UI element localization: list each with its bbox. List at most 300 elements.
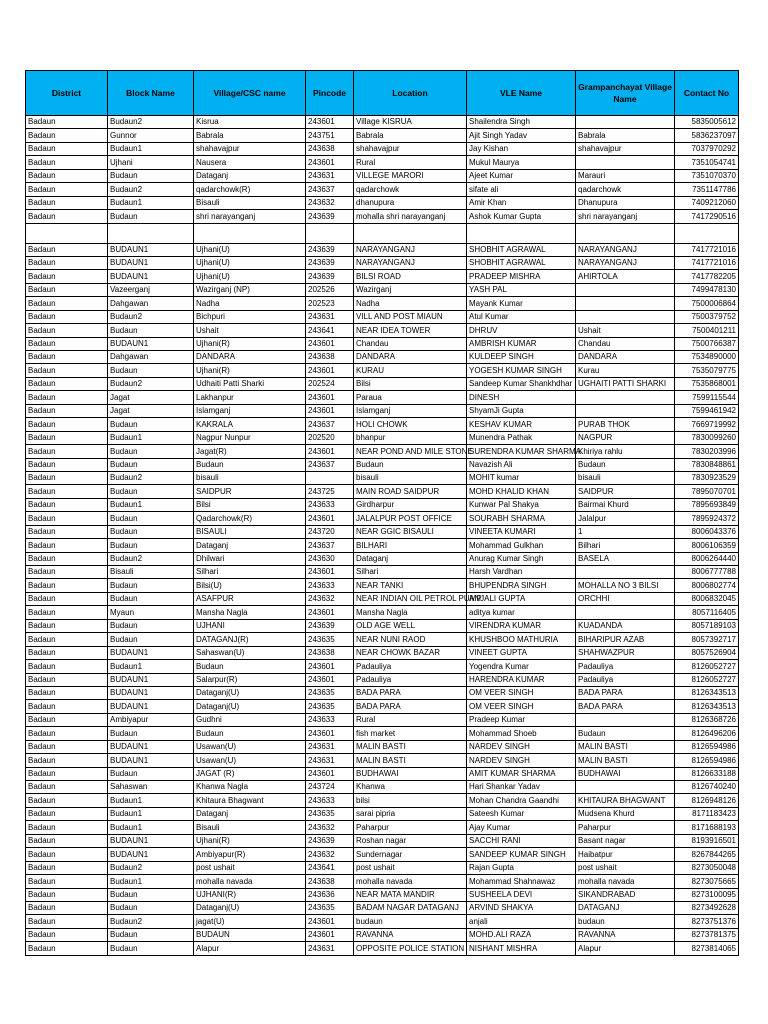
cell-vle-name[interactable]: Pradeep Kumar <box>467 713 576 726</box>
cell-contact-no[interactable]: 8171183423 <box>675 807 739 820</box>
cell-block-name[interactable]: Budaun <box>108 633 194 646</box>
cell-grampanchayat[interactable]: Alapur <box>576 942 675 955</box>
cell-contact-no[interactable]: 7500379752 <box>675 310 739 323</box>
cell-village[interactable]: Wazirganj (NP) <box>194 283 306 296</box>
cell-village[interactable]: Dataganj(U) <box>194 686 306 699</box>
cell-contact-no[interactable]: 7417721016 <box>675 243 739 256</box>
cell-pincode[interactable]: 243751 <box>306 129 354 142</box>
cell-vle-name[interactable] <box>467 223 576 243</box>
cell-pincode[interactable]: 243632 <box>306 592 354 605</box>
cell-village[interactable]: Gudhni <box>194 713 306 726</box>
cell-village[interactable]: Dataganj <box>194 539 306 552</box>
cell-contact-no[interactable]: 7500766387 <box>675 337 739 350</box>
cell-contact-no[interactable]: 8006106359 <box>675 539 739 552</box>
cell-village[interactable]: Sahaswan(U) <box>194 646 306 659</box>
cell-block-name[interactable]: Budaun1 <box>108 807 194 820</box>
cell-contact-no[interactable]: 8006832045 <box>675 592 739 605</box>
cell-grampanchayat[interactable] <box>576 713 675 726</box>
cell-vle-name[interactable]: Mukul Maurya <box>467 156 576 169</box>
cell-vle-name[interactable]: ShyamJi Gupta <box>467 404 576 417</box>
cell-block-name[interactable]: Budaun <box>108 512 194 525</box>
cell-location[interactable]: Village KISRUA <box>354 116 467 129</box>
cell-village[interactable]: UJHANI <box>194 619 306 632</box>
cell-block-name[interactable]: Dahgawan <box>108 297 194 310</box>
cell-contact-no[interactable]: 7417290516 <box>675 210 739 223</box>
cell-district[interactable]: Badaun <box>26 310 108 323</box>
cell-location[interactable]: Padauliya <box>354 673 467 686</box>
cell-grampanchayat[interactable]: PURAB THOK <box>576 418 675 431</box>
cell-village[interactable]: Lakhanpur <box>194 391 306 404</box>
cell-grampanchayat[interactable]: Khiriya rahlu <box>576 445 675 458</box>
cell-vle-name[interactable]: Anurag Kumar Singh <box>467 552 576 565</box>
cell-grampanchayat[interactable]: NAGPUR <box>576 431 675 444</box>
cell-contact-no[interactable]: 8267844265 <box>675 848 739 861</box>
cell-block-name[interactable]: Budaun <box>108 324 194 337</box>
cell-location[interactable]: MALIN BASTI <box>354 754 467 767</box>
cell-pincode[interactable]: 243638 <box>306 142 354 155</box>
cell-contact-no[interactable]: 7599115544 <box>675 391 739 404</box>
cell-vle-name[interactable]: Mohan Chandra Gaandhi <box>467 794 576 807</box>
cell-district[interactable]: Badaun <box>26 525 108 538</box>
cell-block-name[interactable]: Budaun2 <box>108 861 194 874</box>
cell-location[interactable]: Padauliya <box>354 660 467 673</box>
cell-grampanchayat[interactable] <box>576 283 675 296</box>
cell-grampanchayat[interactable]: BIHARIPUR AZAB <box>576 633 675 646</box>
cell-district[interactable]: Badaun <box>26 364 108 377</box>
cell-grampanchayat[interactable] <box>576 116 675 129</box>
cell-location[interactable] <box>354 223 467 243</box>
cell-district[interactable]: Badaun <box>26 183 108 196</box>
cell-block-name[interactable]: Budaun2 <box>108 116 194 129</box>
cell-vle-name[interactable]: Harsh Vardhan <box>467 566 576 579</box>
cell-village[interactable]: Alapur <box>194 942 306 955</box>
cell-pincode[interactable]: 243639 <box>306 243 354 256</box>
cell-block-name[interactable]: Gunnor <box>108 129 194 142</box>
cell-grampanchayat[interactable]: UGHAITI PATTI SHARKI <box>576 377 675 390</box>
cell-block-name[interactable]: Bisauli <box>108 566 194 579</box>
cell-pincode[interactable]: 243637 <box>306 183 354 196</box>
cell-pincode[interactable]: 202524 <box>306 377 354 390</box>
cell-district[interactable]: Badaun <box>26 243 108 256</box>
cell-vle-name[interactable]: Hari Shankar Yadav <box>467 781 576 794</box>
cell-vle-name[interactable]: SHOBHIT AGRAWAL <box>467 243 576 256</box>
cell-vle-name[interactable]: KULDEEP SINGH <box>467 351 576 364</box>
cell-pincode[interactable]: 202520 <box>306 431 354 444</box>
cell-district[interactable]: Badaun <box>26 431 108 444</box>
cell-contact-no[interactable]: 8126368726 <box>675 713 739 726</box>
cell-block-name[interactable]: Budaun <box>108 525 194 538</box>
cell-district[interactable]: Badaun <box>26 619 108 632</box>
cell-district[interactable]: Badaun <box>26 754 108 767</box>
cell-block-name[interactable]: BUDAUN1 <box>108 848 194 861</box>
cell-pincode[interactable]: 243639 <box>306 270 354 283</box>
cell-grampanchayat[interactable] <box>576 781 675 794</box>
cell-location[interactable]: bilsi <box>354 794 467 807</box>
cell-vle-name[interactable]: KHUSHBOO MATHURIA <box>467 633 576 646</box>
cell-pincode[interactable]: 243638 <box>306 875 354 888</box>
cell-vle-name[interactable]: NARDEV SINGH <box>467 754 576 767</box>
cell-block-name[interactable]: BUDAUN1 <box>108 834 194 847</box>
cell-grampanchayat[interactable]: shri narayanganj <box>576 210 675 223</box>
cell-block-name[interactable]: BUDAUN1 <box>108 337 194 350</box>
cell-vle-name[interactable]: VINEETA KUMARI <box>467 525 576 538</box>
cell-location[interactable]: NEAR MATA MANDIR <box>354 888 467 901</box>
cell-grampanchayat[interactable]: bisauli <box>576 471 675 484</box>
cell-vle-name[interactable]: ARVIND SHAKYA <box>467 901 576 914</box>
cell-contact-no[interactable]: 5835005612 <box>675 116 739 129</box>
cell-district[interactable]: Badaun <box>26 391 108 404</box>
cell-grampanchayat[interactable]: BASELA <box>576 552 675 565</box>
cell-contact-no[interactable]: 8171688193 <box>675 821 739 834</box>
cell-village[interactable]: Udhaiti Patti Sharki <box>194 377 306 390</box>
cell-grampanchayat[interactable]: qadarchowk <box>576 183 675 196</box>
cell-contact-no[interactable]: 8126052727 <box>675 660 739 673</box>
cell-vle-name[interactable]: VIRENDRA KUMAR <box>467 619 576 632</box>
cell-village[interactable]: Bilsi <box>194 498 306 511</box>
cell-grampanchayat[interactable] <box>576 156 675 169</box>
cell-contact-no[interactable]: 7351070370 <box>675 169 739 182</box>
cell-district[interactable]: Badaun <box>26 928 108 941</box>
cell-block-name[interactable]: Budaun <box>108 458 194 471</box>
cell-village[interactable]: Kisrua <box>194 116 306 129</box>
cell-village[interactable]: Ushait <box>194 324 306 337</box>
cell-contact-no[interactable]: 8126343513 <box>675 700 739 713</box>
cell-grampanchayat[interactable] <box>576 566 675 579</box>
cell-block-name[interactable]: Budaun <box>108 767 194 780</box>
cell-pincode[interactable]: 243636 <box>306 888 354 901</box>
cell-contact-no[interactable]: 8273075665 <box>675 875 739 888</box>
cell-contact-no[interactable]: 8057526904 <box>675 646 739 659</box>
cell-location[interactable]: MALIN BASTI <box>354 740 467 753</box>
cell-district[interactable]: Badaun <box>26 592 108 605</box>
cell-pincode[interactable]: 243725 <box>306 485 354 498</box>
cell-block-name[interactable]: Budaun1 <box>108 821 194 834</box>
cell-district[interactable]: Badaun <box>26 875 108 888</box>
cell-contact-no[interactable]: 7830923529 <box>675 471 739 484</box>
cell-village[interactable]: Khanwa Nagla <box>194 781 306 794</box>
cell-contact-no[interactable]: 7830203996 <box>675 445 739 458</box>
cell-district[interactable]: Badaun <box>26 552 108 565</box>
cell-location[interactable]: bhanpur <box>354 431 467 444</box>
cell-vle-name[interactable]: PRADEEP MISHRA <box>467 270 576 283</box>
cell-pincode[interactable]: 243635 <box>306 901 354 914</box>
cell-location[interactable]: Babrala <box>354 129 467 142</box>
cell-contact-no[interactable]: 8006777788 <box>675 566 739 579</box>
cell-vle-name[interactable]: SANDEEP KUMAR SINGH <box>467 848 576 861</box>
cell-district[interactable]: Badaun <box>26 324 108 337</box>
cell-contact-no[interactable]: 7830848861 <box>675 458 739 471</box>
cell-vle-name[interactable]: anjali <box>467 915 576 928</box>
cell-district[interactable]: Badaun <box>26 351 108 364</box>
cell-contact-no[interactable]: 7500401211 <box>675 324 739 337</box>
cell-pincode[interactable]: 202526 <box>306 283 354 296</box>
cell-pincode[interactable]: 243631 <box>306 942 354 955</box>
cell-contact-no[interactable]: 7895070701 <box>675 485 739 498</box>
cell-contact-no[interactable]: 8273781375 <box>675 928 739 941</box>
cell-pincode[interactable]: 243641 <box>306 861 354 874</box>
cell-pincode[interactable]: 243601 <box>306 767 354 780</box>
cell-vle-name[interactable]: aditya kumar <box>467 606 576 619</box>
cell-location[interactable]: Mansha Nagla <box>354 606 467 619</box>
cell-district[interactable]: Badaun <box>26 606 108 619</box>
cell-village[interactable]: JAGAT (R) <box>194 767 306 780</box>
cell-location[interactable]: BADA PARA <box>354 700 467 713</box>
cell-vle-name[interactable]: Shailendra Singh <box>467 116 576 129</box>
cell-grampanchayat[interactable]: BADA PARA <box>576 686 675 699</box>
cell-block-name[interactable]: Budaun1 <box>108 498 194 511</box>
cell-pincode[interactable]: 243630 <box>306 552 354 565</box>
cell-contact-no[interactable]: 8273814065 <box>675 942 739 955</box>
cell-grampanchayat[interactable] <box>576 606 675 619</box>
cell-village[interactable]: Ujhani(U) <box>194 243 306 256</box>
cell-location[interactable]: NEAR CHOWK BAZAR <box>354 646 467 659</box>
cell-contact-no[interactable] <box>675 223 739 243</box>
cell-village[interactable]: Khitaura Bhagwant <box>194 794 306 807</box>
cell-district[interactable]: Badaun <box>26 740 108 753</box>
cell-block-name[interactable]: Jagat <box>108 391 194 404</box>
cell-pincode[interactable]: 243601 <box>306 156 354 169</box>
cell-contact-no[interactable]: 8057392717 <box>675 633 739 646</box>
cell-location[interactable]: BADA PARA <box>354 686 467 699</box>
cell-vle-name[interactable]: Ajeet Kumar <box>467 169 576 182</box>
cell-vle-name[interactable]: OM VEER SINGH <box>467 686 576 699</box>
cell-vle-name[interactable]: Mohammad Shoeb <box>467 727 576 740</box>
cell-block-name[interactable]: Budaun <box>108 727 194 740</box>
cell-vle-name[interactable]: Ashok Kumar Gupta <box>467 210 576 223</box>
cell-location[interactable]: Chandau <box>354 337 467 350</box>
cell-grampanchayat[interactable]: AHIRTOLA <box>576 270 675 283</box>
cell-block-name[interactable]: BUDAUN1 <box>108 740 194 753</box>
cell-grampanchayat[interactable] <box>576 223 675 243</box>
cell-block-name[interactable]: Budaun <box>108 445 194 458</box>
cell-location[interactable]: fish market <box>354 727 467 740</box>
cell-block-name[interactable]: Myaun <box>108 606 194 619</box>
cell-vle-name[interactable]: Atul Kumar <box>467 310 576 323</box>
cell-grampanchayat[interactable]: DANDARA <box>576 351 675 364</box>
cell-vle-name[interactable]: Munendra Pathak <box>467 431 576 444</box>
cell-contact-no[interactable]: 8126496206 <box>675 727 739 740</box>
cell-pincode[interactable]: 243639 <box>306 619 354 632</box>
cell-location[interactable]: qadarchowk <box>354 183 467 196</box>
cell-location[interactable]: Budaun <box>354 458 467 471</box>
cell-location[interactable]: Sundernagar <box>354 848 467 861</box>
cell-grampanchayat[interactable]: KHITAURA BHAGWANT <box>576 794 675 807</box>
cell-village[interactable]: Bilsi(U) <box>194 579 306 592</box>
cell-pincode[interactable]: 243632 <box>306 821 354 834</box>
cell-location[interactable]: Dataganj <box>354 552 467 565</box>
cell-village[interactable]: SAIDPUR <box>194 485 306 498</box>
cell-grampanchayat[interactable]: KUADANDA <box>576 619 675 632</box>
cell-district[interactable]: Badaun <box>26 888 108 901</box>
cell-location[interactable]: JALALPUR POST OFFICE <box>354 512 467 525</box>
cell-village[interactable]: qadarchowk(R) <box>194 183 306 196</box>
cell-block-name[interactable]: BUDAUN1 <box>108 686 194 699</box>
cell-pincode[interactable]: 243633 <box>306 794 354 807</box>
cell-vle-name[interactable]: MOHD.ALI RAZA <box>467 928 576 941</box>
cell-pincode[interactable]: 243639 <box>306 256 354 269</box>
cell-pincode[interactable]: 243631 <box>306 754 354 767</box>
cell-village[interactable]: Mansha Nagla <box>194 606 306 619</box>
cell-location[interactable]: MAIN ROAD SAIDPUR <box>354 485 467 498</box>
cell-vle-name[interactable]: MOHD KHALID KHAN <box>467 485 576 498</box>
cell-vle-name[interactable]: DHRUV <box>467 324 576 337</box>
cell-contact-no[interactable]: 8006264440 <box>675 552 739 565</box>
cell-location[interactable]: NARAYANGANJ <box>354 256 467 269</box>
cell-pincode[interactable]: 243601 <box>306 445 354 458</box>
cell-grampanchayat[interactable]: Basant nagar <box>576 834 675 847</box>
cell-grampanchayat[interactable]: Paharpur <box>576 821 675 834</box>
cell-village[interactable]: Ujhani(U) <box>194 256 306 269</box>
cell-location[interactable]: NEAR GGIC BISAULI <box>354 525 467 538</box>
cell-block-name[interactable]: Budaun2 <box>108 471 194 484</box>
cell-district[interactable]: Badaun <box>26 646 108 659</box>
cell-grampanchayat[interactable]: Bairmai Khurd <box>576 498 675 511</box>
cell-vle-name[interactable]: HARENDRA KUMAR <box>467 673 576 686</box>
cell-location[interactable]: BADAM NAGAR DATAGANJ <box>354 901 467 914</box>
cell-district[interactable]: Badaun <box>26 660 108 673</box>
cell-village[interactable]: Budaun <box>194 458 306 471</box>
cell-pincode[interactable]: 243635 <box>306 633 354 646</box>
cell-village[interactable]: Budaun <box>194 727 306 740</box>
cell-village[interactable]: ASAFPUR <box>194 592 306 605</box>
cell-block-name[interactable]: Budaun1 <box>108 196 194 209</box>
cell-district[interactable]: Badaun <box>26 915 108 928</box>
cell-block-name[interactable]: Dahgawan <box>108 351 194 364</box>
cell-village[interactable]: Ujhani(U) <box>194 270 306 283</box>
cell-location[interactable]: Silhari <box>354 566 467 579</box>
cell-contact-no[interactable]: 7037970292 <box>675 142 739 155</box>
cell-location[interactable]: Wazirganj <box>354 283 467 296</box>
cell-district[interactable]: Badaun <box>26 633 108 646</box>
cell-block-name[interactable]: BUDAUN1 <box>108 270 194 283</box>
cell-grampanchayat[interactable]: Babrala <box>576 129 675 142</box>
cell-pincode[interactable]: 243637 <box>306 539 354 552</box>
cell-district[interactable]: Badaun <box>26 458 108 471</box>
cell-location[interactable]: sarai pipria <box>354 807 467 820</box>
cell-village[interactable]: shahavajpur <box>194 142 306 155</box>
cell-pincode[interactable]: 243601 <box>306 928 354 941</box>
cell-block-name[interactable]: Budaun2 <box>108 377 194 390</box>
cell-vle-name[interactable]: SHOBHIT AGRAWAL <box>467 256 576 269</box>
cell-grampanchayat[interactable]: Kurau <box>576 364 675 377</box>
cell-block-name[interactable]: Budaun <box>108 942 194 955</box>
cell-vle-name[interactable]: SUSHEELA DEVI <box>467 888 576 901</box>
cell-contact-no[interactable]: 7417721016 <box>675 256 739 269</box>
cell-pincode[interactable]: 243601 <box>306 404 354 417</box>
cell-location[interactable]: BILSI ROAD <box>354 270 467 283</box>
cell-pincode[interactable]: 243724 <box>306 781 354 794</box>
cell-district[interactable]: Badaun <box>26 156 108 169</box>
cell-location[interactable]: shahavajpur <box>354 142 467 155</box>
cell-village[interactable]: Bichpuri <box>194 310 306 323</box>
cell-vle-name[interactable]: SOURABH SHARMA <box>467 512 576 525</box>
cell-grampanchayat[interactable]: Marauri <box>576 169 675 182</box>
cell-block-name[interactable]: Ujhani <box>108 156 194 169</box>
cell-block-name[interactable]: Budaun1 <box>108 875 194 888</box>
cell-district[interactable]: Badaun <box>26 404 108 417</box>
cell-pincode[interactable] <box>306 471 354 484</box>
cell-block-name[interactable]: BUDAUN1 <box>108 700 194 713</box>
cell-grampanchayat[interactable]: Jalalpur <box>576 512 675 525</box>
cell-vle-name[interactable]: Jay Kishan <box>467 142 576 155</box>
cell-block-name[interactable]: Budaun <box>108 592 194 605</box>
cell-block-name[interactable]: Budaun2 <box>108 310 194 323</box>
cell-grampanchayat[interactable]: MALIN BASTI <box>576 754 675 767</box>
cell-village[interactable]: Bisauli <box>194 196 306 209</box>
cell-location[interactable]: Nadha <box>354 297 467 310</box>
cell-pincode[interactable]: 243601 <box>306 915 354 928</box>
cell-district[interactable]: Badaun <box>26 512 108 525</box>
cell-grampanchayat[interactable]: 1 <box>576 525 675 538</box>
cell-location[interactable]: HOLI CHOWK <box>354 418 467 431</box>
cell-district[interactable]: Badaun <box>26 942 108 955</box>
cell-block-name[interactable]: Budaun <box>108 539 194 552</box>
cell-district[interactable]: Badaun <box>26 445 108 458</box>
cell-pincode[interactable]: 243637 <box>306 418 354 431</box>
cell-district[interactable]: Badaun <box>26 129 108 142</box>
cell-vle-name[interactable]: KESHAV KUMAR <box>467 418 576 431</box>
cell-block-name[interactable]: Budaun <box>108 169 194 182</box>
cell-district[interactable]: Badaun <box>26 781 108 794</box>
cell-village[interactable]: Salarpur(R) <box>194 673 306 686</box>
cell-block-name[interactable]: Budaun2 <box>108 183 194 196</box>
cell-block-name[interactable]: Budaun <box>108 418 194 431</box>
cell-vle-name[interactable]: Ajit Singh Yadav <box>467 129 576 142</box>
cell-village[interactable]: BISAULI <box>194 525 306 538</box>
cell-location[interactable]: Rural <box>354 713 467 726</box>
cell-location[interactable]: BUDHAWAI <box>354 767 467 780</box>
cell-vle-name[interactable]: SURENDRA KUMAR SHARMA <box>467 445 576 458</box>
cell-district[interactable]: Badaun <box>26 673 108 686</box>
cell-district[interactable]: Badaun <box>26 901 108 914</box>
cell-location[interactable]: OPPOSITE POLICE STATION <box>354 942 467 955</box>
cell-vle-name[interactable]: Mayank Kumar <box>467 297 576 310</box>
cell-contact-no[interactable]: 7830099260 <box>675 431 739 444</box>
cell-village[interactable]: Nagpur Nunpur <box>194 431 306 444</box>
cell-contact-no[interactable]: 7895693849 <box>675 498 739 511</box>
cell-pincode[interactable]: 243633 <box>306 713 354 726</box>
cell-contact-no[interactable]: 7535868001 <box>675 377 739 390</box>
cell-district[interactable]: Badaun <box>26 727 108 740</box>
cell-village[interactable]: Jagat(R) <box>194 445 306 458</box>
cell-vle-name[interactable]: OM VEER SINGH <box>467 700 576 713</box>
cell-pincode[interactable]: 243635 <box>306 686 354 699</box>
cell-village[interactable]: DATAGANJ(R) <box>194 633 306 646</box>
cell-village[interactable]: Dataganj(U) <box>194 700 306 713</box>
cell-location[interactable]: OLD AGE WELL <box>354 619 467 632</box>
cell-pincode[interactable]: 243632 <box>306 848 354 861</box>
cell-block-name[interactable]: Budaun <box>108 928 194 941</box>
cell-contact-no[interactable]: 8126343513 <box>675 686 739 699</box>
cell-vle-name[interactable]: BHUPENDRA SINGH <box>467 579 576 592</box>
cell-block-name[interactable]: Budaun2 <box>108 552 194 565</box>
cell-location[interactable]: Khanwa <box>354 781 467 794</box>
cell-grampanchayat[interactable]: mohalla navada <box>576 875 675 888</box>
cell-grampanchayat[interactable]: MALIN BASTI <box>576 740 675 753</box>
cell-district[interactable]: Badaun <box>26 498 108 511</box>
cell-block-name[interactable]: BUDAUN1 <box>108 754 194 767</box>
cell-vle-name[interactable]: Sateesh Kumar <box>467 807 576 820</box>
cell-pincode[interactable]: 243601 <box>306 727 354 740</box>
cell-location[interactable]: Paraua <box>354 391 467 404</box>
cell-grampanchayat[interactable]: BUDHAWAI <box>576 767 675 780</box>
cell-block-name[interactable]: BUDAUN1 <box>108 646 194 659</box>
cell-contact-no[interactable]: 7895924372 <box>675 512 739 525</box>
cell-grampanchayat[interactable]: DATAGANJ <box>576 901 675 914</box>
cell-village[interactable]: Ujhani(R) <box>194 834 306 847</box>
cell-block-name[interactable]: BUDAUN1 <box>108 673 194 686</box>
cell-vle-name[interactable]: YASH PAL <box>467 283 576 296</box>
